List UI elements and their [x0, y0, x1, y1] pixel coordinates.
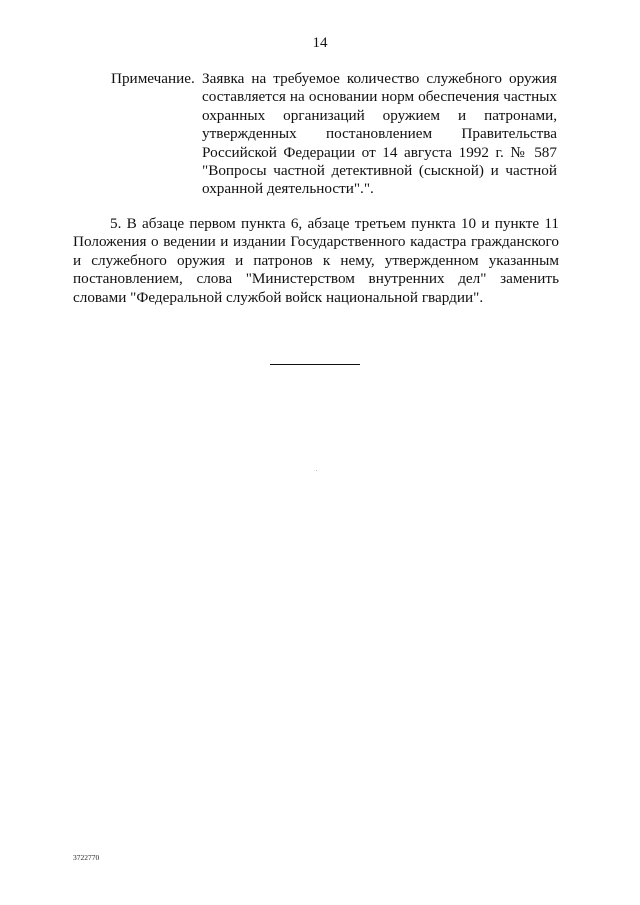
note-body — [202, 70, 557, 199]
note-line: "Вопросы частной детективной (сыскной) и частной — [202, 161, 557, 179]
document-code: 3722770 — [73, 853, 100, 862]
paragraph-line: 5. В абзаце первом пункта 6, абзаце третьем пункта 10 и пункте 11 — [110, 215, 559, 232]
note-line: охранных организаций оружием и патронами, — [202, 106, 557, 124]
note-line: утвержденных постановлением Правительства — [202, 125, 557, 143]
paragraph-line: словами "Федеральной службой войск национальной гвардии". — [73, 288, 484, 306]
page-number: 14 — [312, 35, 328, 51]
paragraph-5 — [73, 215, 559, 307]
note-line: Заявка на требуемое количество служебного оружия — [202, 70, 557, 87]
paragraph-line: Положения о ведении и издании Государственного кадастра гражданского — [73, 233, 559, 251]
note-label: Примечание. — [111, 70, 195, 87]
note-line: охранной деятельности".". — [202, 180, 374, 198]
scan-speck — [316, 470, 317, 471]
paragraph-line: и служебного оружия и патронов к нему, утвержденном указанным — [73, 251, 559, 269]
note-line: Российской Федерации от 14 августа 1992 г. № 587 — [202, 143, 557, 161]
paragraph-line: постановлением, слова "Министерством внутренних дел" заменить — [73, 270, 559, 288]
note-line: составляется на основании норм обеспечения частных — [202, 88, 557, 106]
end-separator-line — [270, 364, 360, 365]
